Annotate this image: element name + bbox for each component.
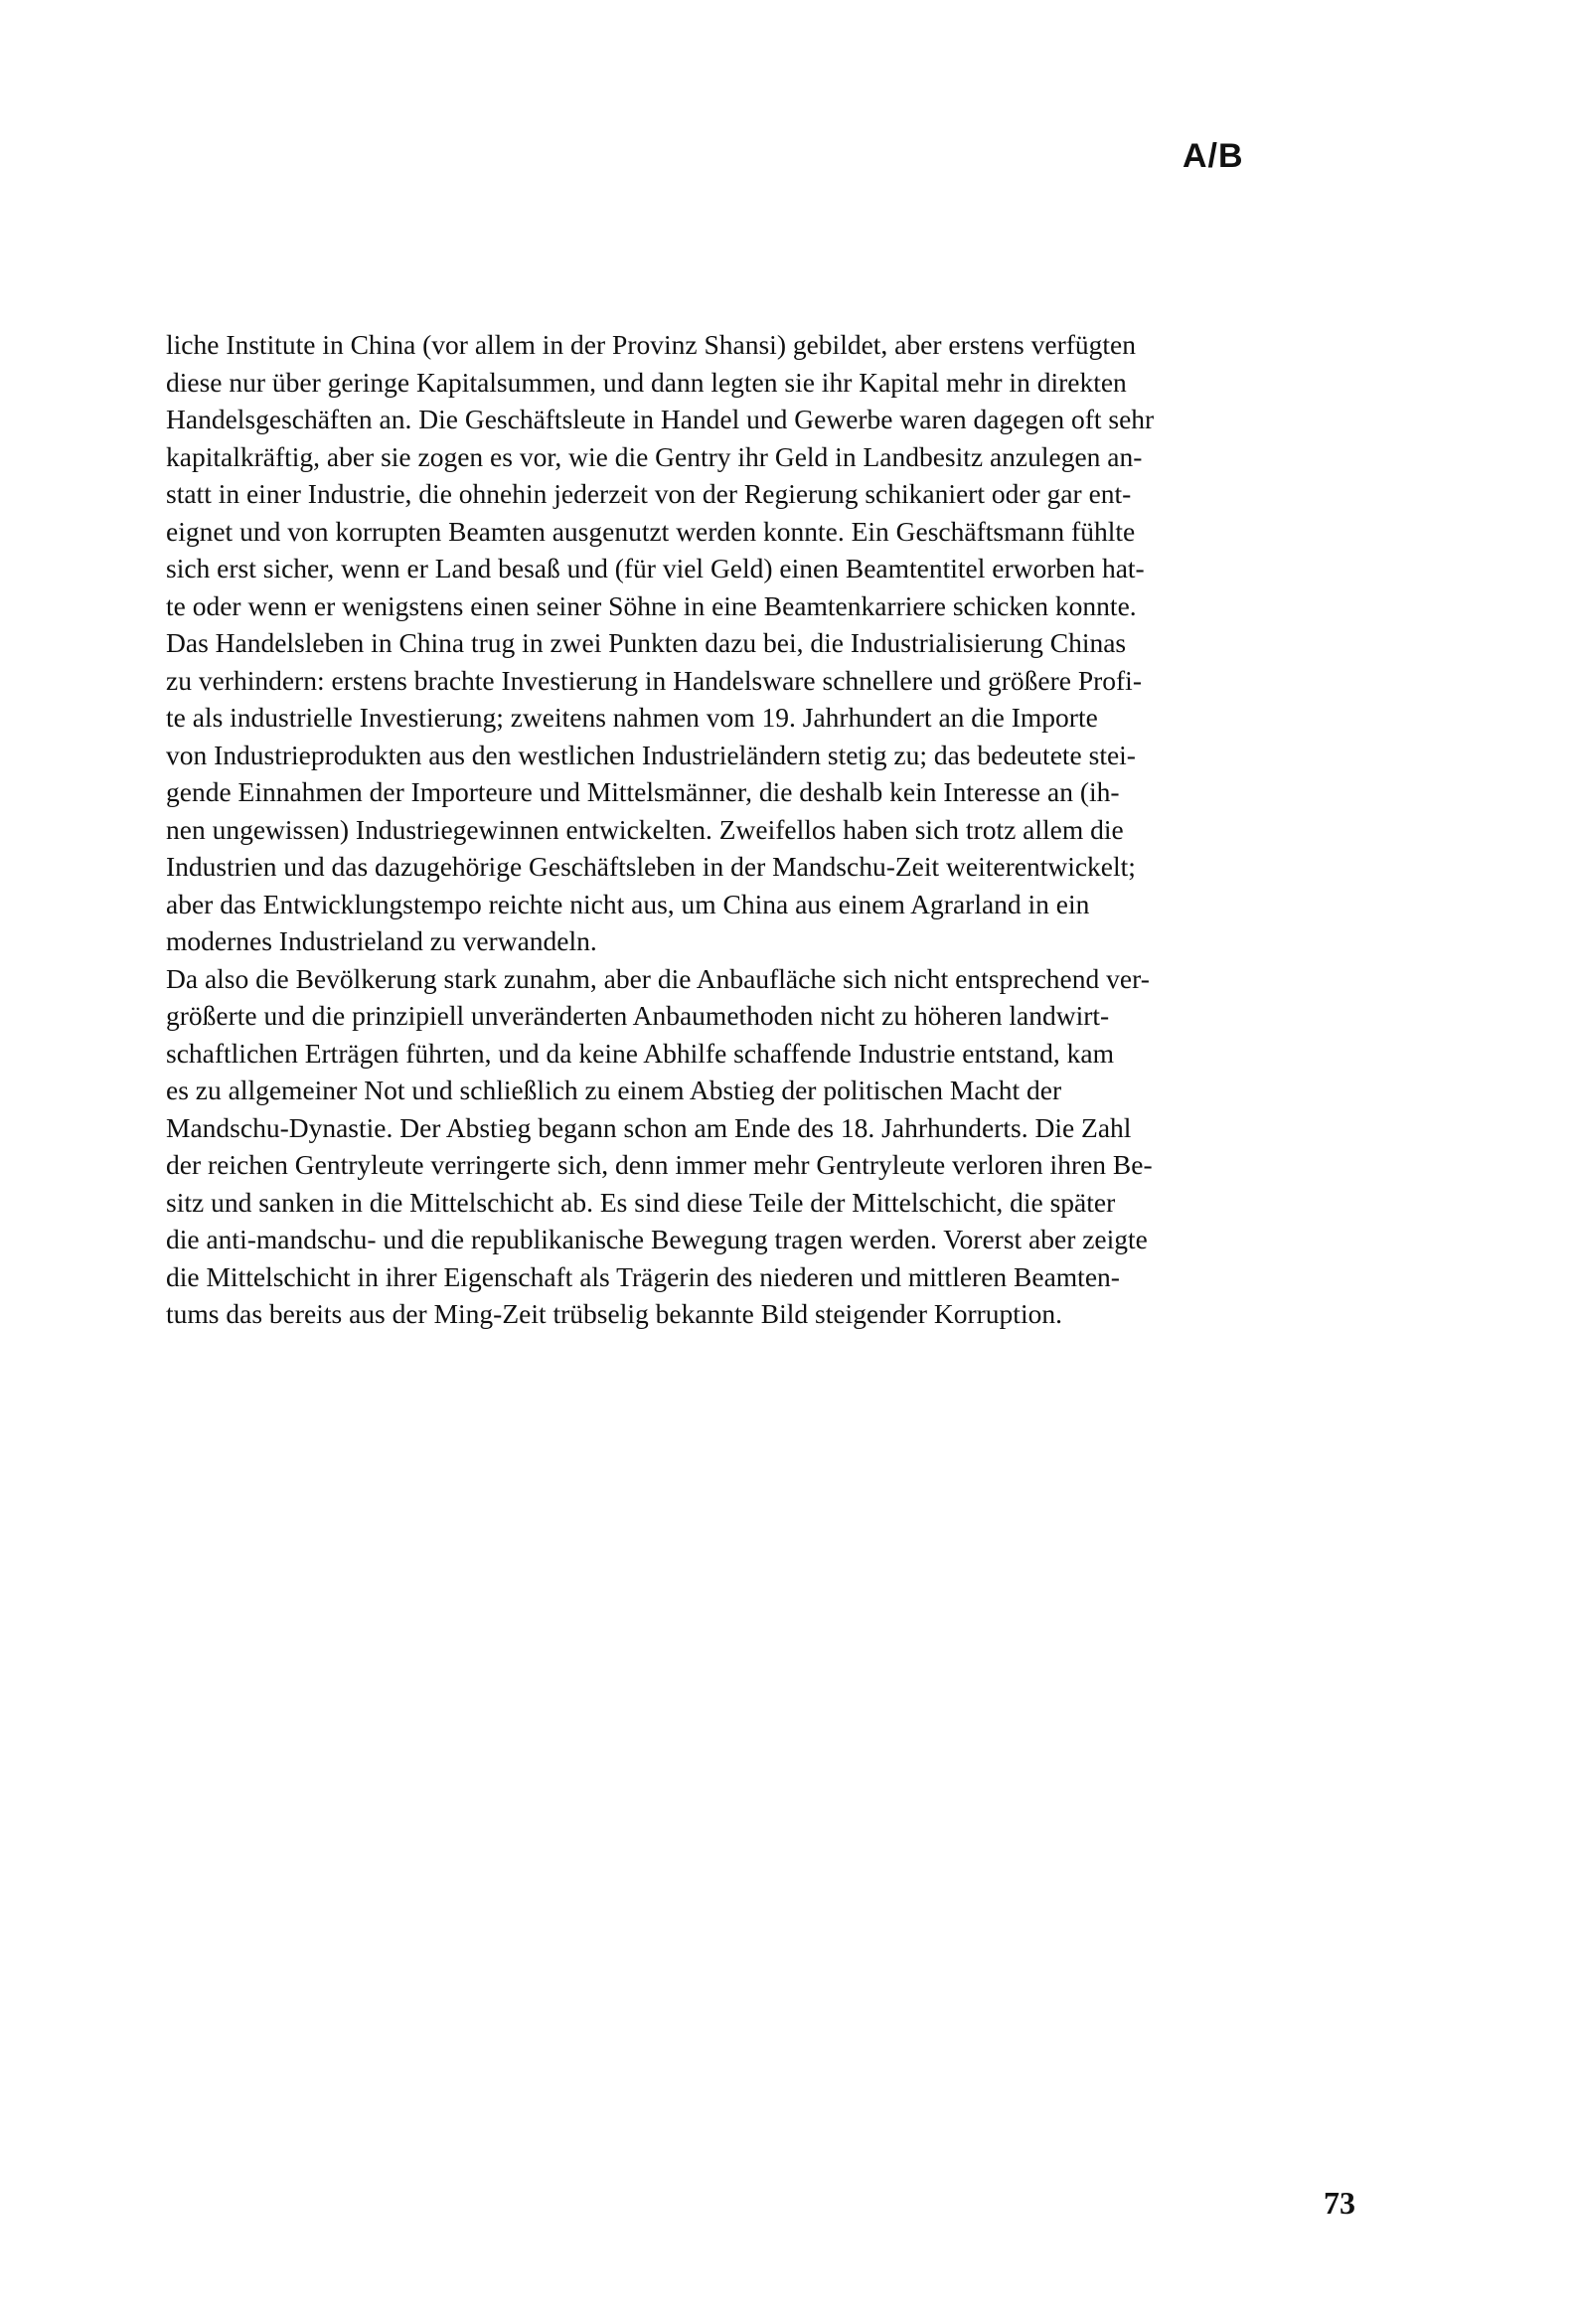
text-line: von Industrieprodukten aus den westlichen Industrieländern stetig zu; das bedeutete stei- [166,739,1136,770]
text-line: te als industrielle Investierung; zweitens nahmen vom 19. Jahrhundert an die Importe [166,702,1098,733]
text-line: tums das bereits aus der Ming-Zeit trübselig bekannte Bild steigender Korruption. [166,1298,1062,1329]
text-line: Mandschu-Dynastie. Der Abstieg begann schon am Ende des 18. Jahrhunderts. Die Zahl [166,1111,1132,1143]
text-line: gende Einnahmen der Importeure und Mittelsmänner, die deshalb kein Interesse an (ih- [166,776,1120,807]
text-line: zu verhindern: erstens brachte Investierung in Handelsware schnellere und größere Profi- [166,664,1142,696]
text-line: Industrien und das dazugehörige Geschäftsleben in der Mandschu-Zeit weiterentwickelt; [166,851,1136,882]
text-line: te oder wenn er wenigstens einen seiner Söhne in eine Beamtenkarriere schicken konnte. [166,589,1137,621]
text-line: eignet und von korrupten Beamten ausgenutzt werden konnte. Ein Geschäftsmann fühlte [166,515,1136,547]
text-line: Handelsgeschäften an. Die Geschäftsleute in Handel und Gewerbe waren dagegen oft sehr [166,404,1155,434]
text-line: größerte und die prinzipiell unveränderten Anbaumethoden nicht zu höheren landwirt- [166,1000,1110,1031]
text-line: Das Handelsleben in China trug in zwei Punkten dazu bei, die Industrialisierung Chinas [166,627,1127,658]
text-line: es zu allgemeiner Not und schließlich zu einem Abstieg der politischen Macht der [166,1075,1062,1105]
text-line: diese nur über geringe Kapitalsummen, und dann legten sie ihr Kapital mehr in direkten [166,366,1127,398]
text-line: nen ungewissen) Industriegewinnen entwickelten. Zweifellos haben sich trotz allem die [166,813,1124,845]
text-line: statt in einer Industrie, die ohnehin jederzeit von der Regierung schikaniert oder gar ent- [166,478,1132,509]
text-line: die Mittelschicht in ihrer Eigenschaft als Trägerin des niederen und mittleren Beamten- [166,1260,1120,1292]
text-line: sitz und sanken in die Mittelschicht ab. Es sind diese Teile der Mittelschicht, die später [166,1186,1116,1218]
text-line: aber das Entwicklungstempo reichte nicht aus, um China aus einem Agrarland in ein [166,888,1090,919]
text-line: der reichen Gentryleute verringerte sich, denn immer mehr Gentryleute verloren ihren Be- [166,1149,1153,1180]
text-line: die anti-mandschu- und die republikanische Bewegung tragen werden. Vorerst aber zeigte [166,1224,1148,1254]
section-mark: A/B [1183,137,1244,175]
page-number: 73 [1324,2185,1355,2221]
text-line: kapitalkräftig, aber sie zogen es vor, wie die Gentry ihr Geld in Landbesitz anzulegen an- [166,440,1143,472]
text-line: schaftlichen Erträgen führten, und da keine Abhilfe schaffende Industrie entstand, kam [166,1037,1115,1069]
text-line: Da also die Bevölkerung stark zunahm, aber die Anbaufläche sich nicht entsprechend ver- [166,962,1150,994]
text-line: liche Institute in China (vor allem in der Provinz Shansi) gebildet, aber erstens verfügten [166,329,1136,360]
text-line: sich erst sicher, wenn er Land besaß und (für viel Geld) einen Beamtentitel erworben hat- [166,553,1145,583]
text-line: modernes Industrieland zu verwandeln. [166,925,597,956]
body-text [166,326,1378,1333]
